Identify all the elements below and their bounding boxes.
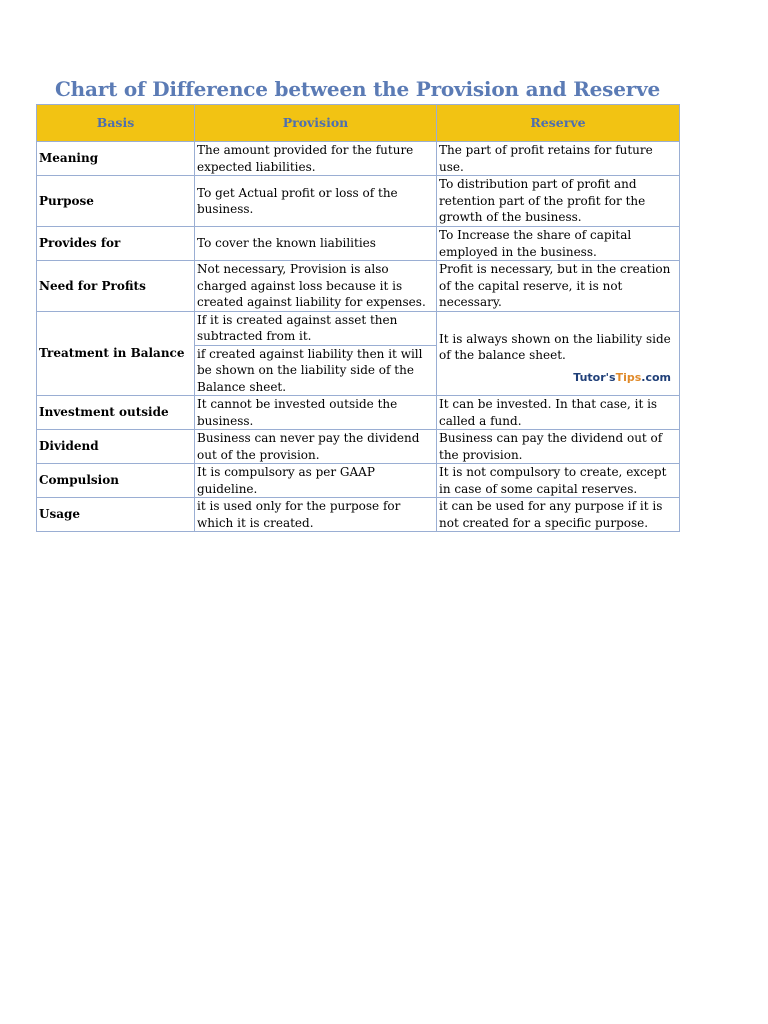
basis-cell: Investment outside (37, 396, 195, 430)
basis-cell: Purpose (37, 176, 195, 227)
basis-cell: Meaning (37, 142, 195, 176)
reserve-cell: To distribution part of profit and retention part of the profit for the growth of the business. (437, 176, 680, 227)
provision-cell: It cannot be invested outside the business. (195, 396, 437, 430)
reserve-cell: Business can pay the dividend out of the provision. (437, 430, 680, 464)
header-row (37, 105, 680, 142)
provision-cell: The amount provided for the future expected liabilities. (195, 142, 437, 176)
basis-cell: Need for Profits (37, 261, 195, 312)
provision-cell: To cover the known liabilities (195, 227, 437, 261)
provision-cell: It is compulsory as per GAAP guideline. (195, 464, 437, 498)
comparison-table (36, 104, 680, 532)
table-row (37, 464, 680, 498)
provision-cell: Not necessary, Provision is also charged against loss because it is created against liability for expenses. (195, 261, 437, 312)
basis-cell: Compulsion (37, 464, 195, 498)
provision-cell-liability: if created against liability then it will be shown on the liability side of the Balance sheet. (195, 345, 437, 396)
header-reserve: Reserve (437, 105, 680, 142)
reserve-cell: Profit is necessary, but in the creation of the capital reserve, it is not necessary. (437, 261, 680, 312)
provision-cell: Business can never pay the dividend out of the provision. (195, 430, 437, 464)
reserve-cell: it can be used for any purpose if it is not created for a specific purpose. (437, 498, 680, 532)
basis-cell: Usage (37, 498, 195, 532)
page-title: Chart of Difference between the Provision and Reserve (54, 77, 661, 101)
provision-cell: To get Actual profit or loss of the business. (195, 176, 437, 227)
table-row (37, 498, 680, 532)
watermark-logo: Tutor'sTips.com (573, 370, 671, 384)
reserve-cell: To Increase the share of capital employed in the business. (437, 227, 680, 261)
reserve-cell: It can be invested. In that case, it is called a fund. (437, 396, 680, 430)
header-provision: Provision (195, 105, 437, 142)
basis-cell: Treatment in Balance (37, 311, 195, 396)
basis-cell: Provides for (37, 227, 195, 261)
table-row (37, 396, 680, 430)
reserve-text: It is always shown on the liability side of the balance sheet. (439, 331, 671, 362)
provision-cell-asset: If it is created against asset then subtracted from it. (195, 311, 437, 345)
table-row (37, 176, 680, 227)
reserve-cell: The part of profit retains for future use. (437, 142, 680, 176)
table-row (37, 311, 680, 345)
basis-cell: Dividend (37, 430, 195, 464)
table-row (37, 430, 680, 464)
header-basis: Basis (37, 105, 195, 142)
table-row (37, 261, 680, 312)
table-row (37, 142, 680, 176)
reserve-cell: It is not compulsory to create, except in case of some capital reserves. (437, 464, 680, 498)
provision-cell: it is used only for the purpose for which it is created. (195, 498, 437, 532)
reserve-cell (437, 311, 680, 396)
table-row (37, 227, 680, 261)
